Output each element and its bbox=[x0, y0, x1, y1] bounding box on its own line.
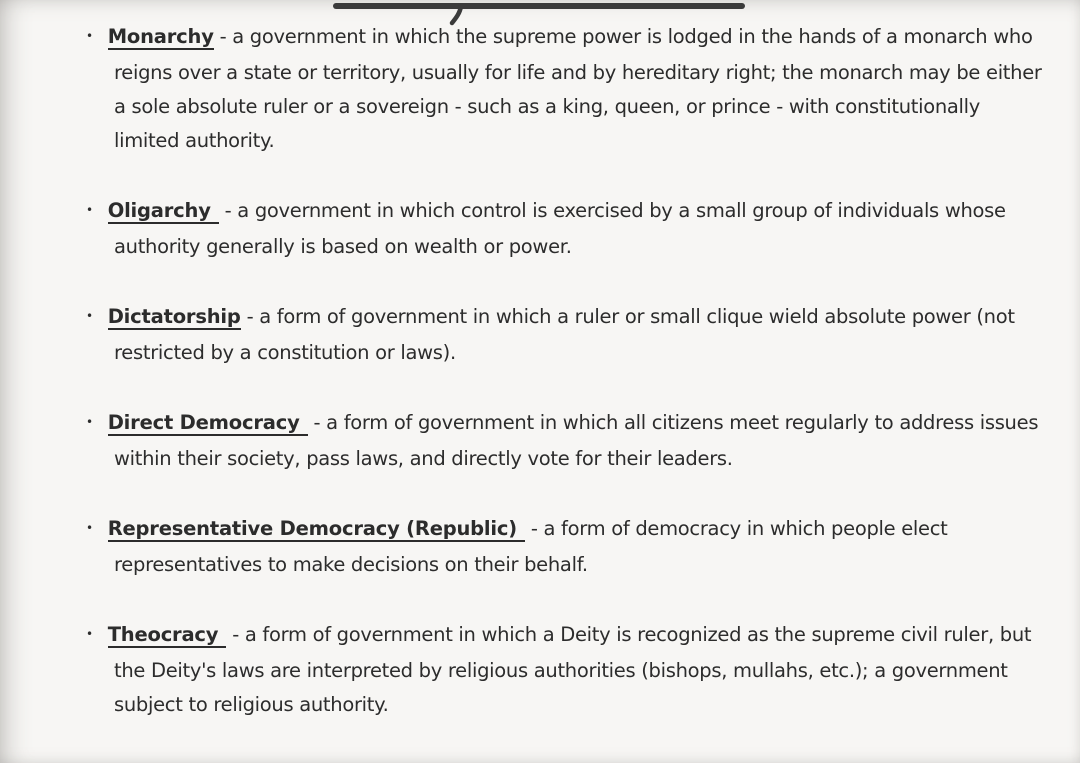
term-label-dictatorship: Dictatorship bbox=[107, 305, 241, 328]
term-label-oligarchy: Oligarchy bbox=[108, 199, 219, 224]
term-label-direct-democracy: Direct Democracy bbox=[108, 411, 308, 436]
definitions-list bbox=[86, 20, 1044, 758]
bullet-icon: • bbox=[86, 521, 93, 535]
bullet-icon: • bbox=[86, 415, 93, 429]
term-definition-dictatorship: - a form of government in which a ruler or small clique wield absolute power (not restricted by a constitution or laws). bbox=[114, 305, 1015, 364]
bullet-icon: • bbox=[86, 309, 93, 323]
term-definition-representative-democracy: - a form of democracy in which people elect representatives to make decisions on their behalf. bbox=[114, 517, 948, 576]
term-definition-theocracy: - a form of government in which a Deity is recognized as the supreme civil ruler, but the Deity's laws are interpreted by religious authorities (bishops, mullahs, etc.); a government subject to religious authority. bbox=[114, 623, 1032, 716]
list-item-representative-democracy bbox=[86, 512, 1044, 582]
bullet-icon: • bbox=[86, 29, 93, 43]
term-label-theocracy: Theocracy bbox=[108, 623, 227, 648]
list-item-oligarchy bbox=[86, 194, 1044, 264]
bullet-icon: • bbox=[86, 627, 93, 641]
list-item-theocracy bbox=[86, 618, 1044, 722]
list-item-dictatorship bbox=[86, 300, 1044, 370]
bullet-icon: • bbox=[86, 203, 93, 217]
list-item-monarchy bbox=[86, 20, 1044, 158]
term-definition-oligarchy: - a government in which control is exercised by a small group of individuals whose authority generally is based on wealth or power. bbox=[114, 199, 1006, 258]
term-label-representative-democracy: Representative Democracy (Republic) bbox=[108, 517, 525, 542]
term-definition-direct-democracy: - a form of government in which all citizens meet regularly to address issues within their society, pass laws, and directly vote for their leaders. bbox=[114, 411, 1039, 470]
list-item-direct-democracy bbox=[86, 406, 1044, 476]
title-underline bbox=[333, 3, 745, 9]
term-label-monarchy: Monarchy bbox=[107, 25, 214, 48]
term-definition-monarchy: - a government in which the supreme power is lodged in the hands of a monarch who reigns over a state or territory, usually for life and by hereditary right; the monarch may be either a sole absolute ruler or a sovereign - such as a king, queen, or prince - with constitutionally limited authority. bbox=[114, 25, 1042, 152]
